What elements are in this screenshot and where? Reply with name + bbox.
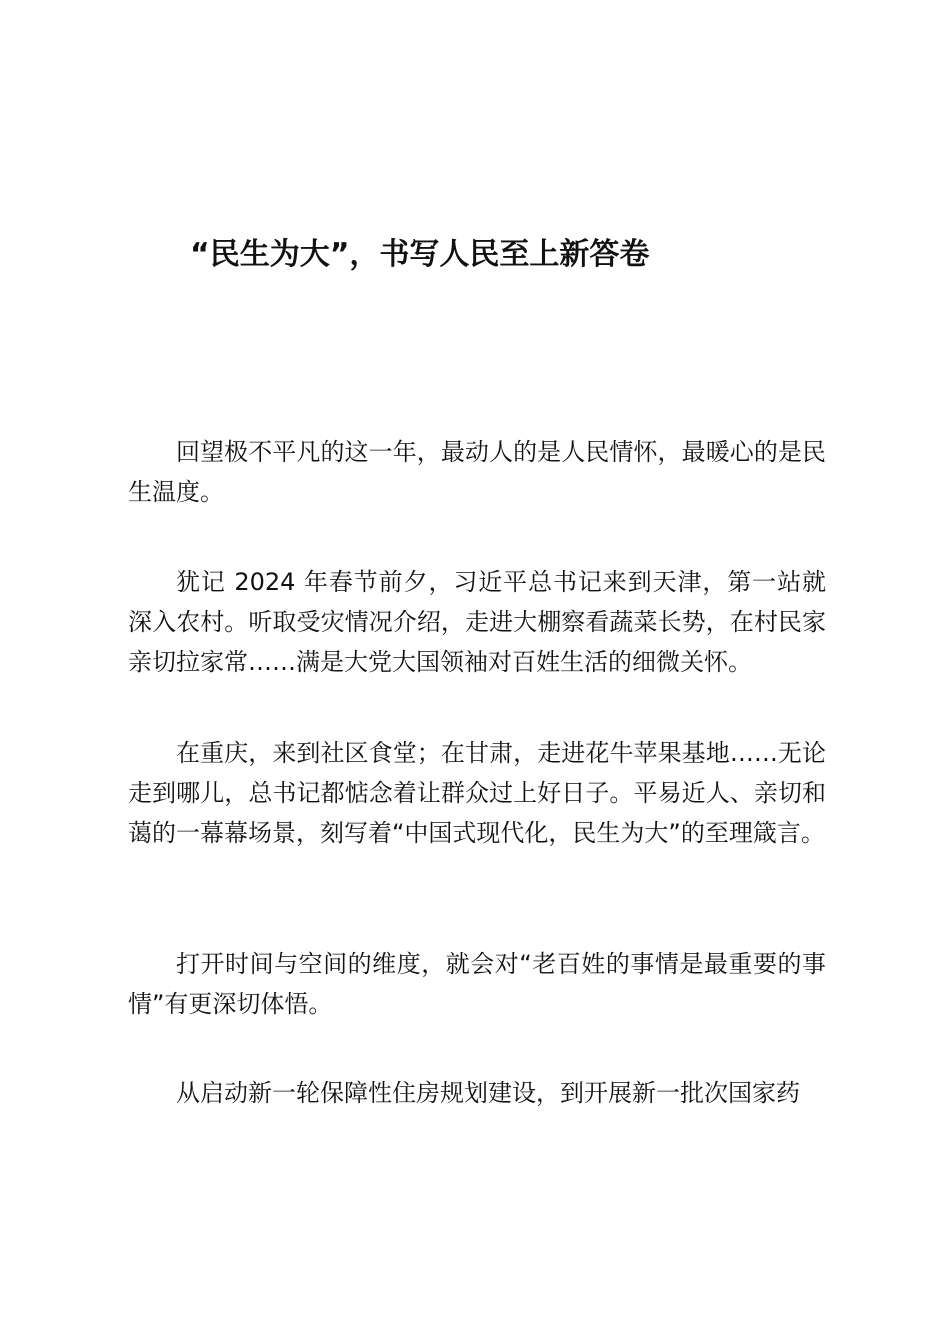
paragraph-3: 在重庆，来到社区食堂；在甘肃，走进花牛苹果基地……无论走到哪儿，总书记都惦念着让群众过上好日子。平易近人、亲切和蔼的一幕幕场景，刻写着“中国式现代化，民生为大”的至理箴言。 bbox=[128, 739, 826, 847]
paragraph-4: 打开时间与空间的维度，就会对“老百姓的事情是最重要的事情”有更深切体悟。 bbox=[128, 950, 826, 1018]
paragraph-2: 犹记 2024 年春节前夕，习近平总书记来到天津，第一站就深入农村。听取受灾情况介绍，走进大棚察看蔬菜长势，在村民家亲切拉家常……满是大党大国领袖对百姓生活的细微关怀。 bbox=[128, 568, 826, 676]
paragraph-1: 回望极不平凡的这一年，最动人的是人民情怀，最暖心的是民生温度。 bbox=[128, 438, 826, 506]
document-title: “民生为大”，书写人民至上新答卷 bbox=[190, 237, 650, 272]
paragraph-5: 从启动新一轮保障性住房规划建设，到开展新一批次国家药 bbox=[176, 1079, 800, 1107]
